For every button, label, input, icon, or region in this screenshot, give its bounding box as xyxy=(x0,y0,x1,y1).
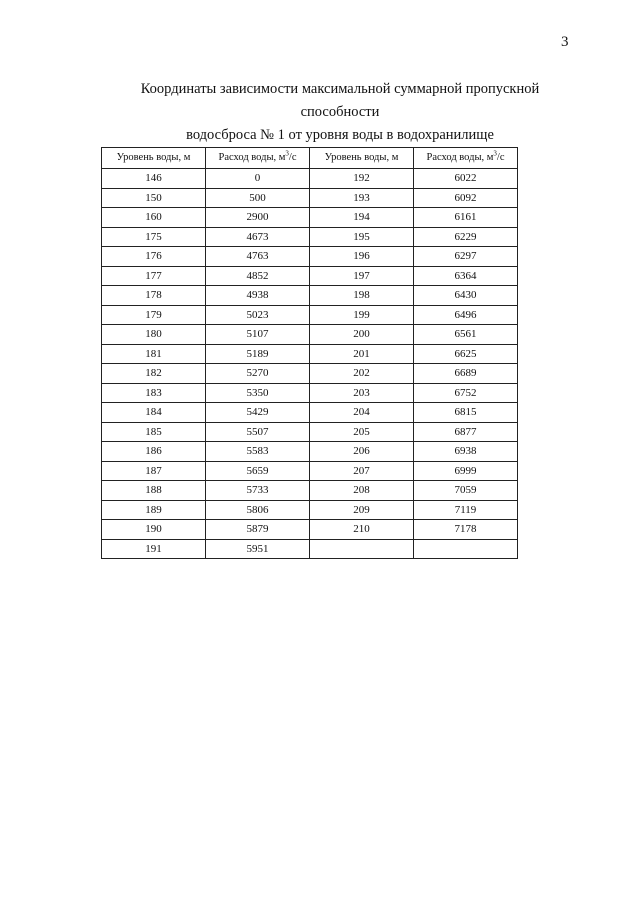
table-row xyxy=(102,461,518,481)
cell-flow-2: 6092 xyxy=(414,188,518,208)
cell-water-level-2: 199 xyxy=(310,305,414,325)
cell-water-level-2: 201 xyxy=(310,344,414,364)
cell-flow-1: 5270 xyxy=(206,364,310,384)
cell-water-level-1: 178 xyxy=(102,286,206,306)
cell-water-level-2: 198 xyxy=(310,286,414,306)
table-row xyxy=(102,364,518,384)
cell-flow-2: 6752 xyxy=(414,383,518,403)
table-row xyxy=(102,188,518,208)
header-flow-2-prefix: Расход воды, м xyxy=(426,152,494,163)
header-water-level-2: Уровень воды, м xyxy=(310,148,414,169)
cell-water-level-2: 206 xyxy=(310,442,414,462)
table-row xyxy=(102,481,518,501)
cell-water-level-2: 195 xyxy=(310,227,414,247)
cell-flow-1: 0 xyxy=(206,169,310,189)
cell-water-level-2: 193 xyxy=(310,188,414,208)
cell-water-level-2: 204 xyxy=(310,403,414,423)
cell-flow-2: 6689 xyxy=(414,364,518,384)
cell-flow-2: 6625 xyxy=(414,344,518,364)
cell-water-level-1: 185 xyxy=(102,422,206,442)
cell-flow-1: 5879 xyxy=(206,520,310,540)
cell-water-level-1: 190 xyxy=(102,520,206,540)
cell-water-level-1: 191 xyxy=(102,539,206,559)
cell-water-level-2: 197 xyxy=(310,266,414,286)
cell-flow-2: 7178 xyxy=(414,520,518,540)
cell-flow-1: 5189 xyxy=(206,344,310,364)
cell-flow-2: 6430 xyxy=(414,286,518,306)
table-row xyxy=(102,247,518,267)
cell-flow-1: 5023 xyxy=(206,305,310,325)
cell-flow-1: 5659 xyxy=(206,461,310,481)
cell-water-level-1: 183 xyxy=(102,383,206,403)
cell-flow-1: 2900 xyxy=(206,208,310,228)
table-row xyxy=(102,208,518,228)
cell-flow-1: 5583 xyxy=(206,442,310,462)
title-line-2: водосброса № 1 от уровня воды в водохранилище xyxy=(186,127,494,143)
header-flow-2 xyxy=(414,148,518,169)
cell-water-level-1: 176 xyxy=(102,247,206,267)
table-row xyxy=(102,539,518,559)
cell-water-level-2: 200 xyxy=(310,325,414,345)
table-row xyxy=(102,286,518,306)
table-row xyxy=(102,227,518,247)
cell-flow-1: 5507 xyxy=(206,422,310,442)
table-row xyxy=(102,169,518,189)
cell-flow-1: 4852 xyxy=(206,266,310,286)
cell-water-level-2: 209 xyxy=(310,500,414,520)
page-number: 3 xyxy=(561,34,569,50)
cell-water-level-1: 177 xyxy=(102,266,206,286)
cell-water-level-2 xyxy=(310,539,414,559)
cell-flow-2: 6022 xyxy=(414,169,518,189)
cell-water-level-2: 192 xyxy=(310,169,414,189)
cell-water-level-1: 189 xyxy=(102,500,206,520)
table-row xyxy=(102,500,518,520)
cell-water-level-1: 146 xyxy=(102,169,206,189)
cell-flow-2: 6938 xyxy=(414,442,518,462)
title-line-1: Координаты зависимости максимальной суммарной пропускной способности xyxy=(140,81,540,120)
header-flow-1 xyxy=(206,148,310,169)
cell-flow-2: 6877 xyxy=(414,422,518,442)
cell-water-level-2: 203 xyxy=(310,383,414,403)
table-row xyxy=(102,305,518,325)
cell-flow-2: 6161 xyxy=(414,208,518,228)
cell-water-level-1: 180 xyxy=(102,325,206,345)
cell-water-level-2: 208 xyxy=(310,481,414,501)
cell-water-level-2: 202 xyxy=(310,364,414,384)
header-flow-1-suffix: /с xyxy=(288,152,297,163)
cell-flow-2: 6561 xyxy=(414,325,518,345)
cell-flow-1: 5107 xyxy=(206,325,310,345)
header-flow-2-sup: 3 xyxy=(493,149,497,158)
cell-water-level-1: 181 xyxy=(102,344,206,364)
cell-water-level-2: 205 xyxy=(310,422,414,442)
cell-water-level-1: 160 xyxy=(102,208,206,228)
table-row xyxy=(102,422,518,442)
cell-water-level-1: 179 xyxy=(102,305,206,325)
cell-water-level-2: 194 xyxy=(310,208,414,228)
header-flow-1-sup: 3 xyxy=(285,149,289,158)
cell-water-level-2: 207 xyxy=(310,461,414,481)
cell-water-level-1: 175 xyxy=(102,227,206,247)
cell-flow-2: 7059 xyxy=(414,481,518,501)
cell-water-level-1: 186 xyxy=(102,442,206,462)
cell-flow-2: 6364 xyxy=(414,266,518,286)
header-water-level-1: Уровень воды, м xyxy=(102,148,206,169)
cell-flow-1: 5951 xyxy=(206,539,310,559)
table-row xyxy=(102,403,518,423)
cell-water-level-1: 184 xyxy=(102,403,206,423)
cell-flow-1: 4763 xyxy=(206,247,310,267)
header-flow-2-suffix: /с xyxy=(496,152,505,163)
cell-flow-1: 5733 xyxy=(206,481,310,501)
table-body xyxy=(102,169,518,559)
cell-flow-1: 4673 xyxy=(206,227,310,247)
cell-flow-2: 6229 xyxy=(414,227,518,247)
cell-flow-2: 6999 xyxy=(414,461,518,481)
cell-flow-1: 5429 xyxy=(206,403,310,423)
cell-flow-1: 4938 xyxy=(206,286,310,306)
table-header-row xyxy=(102,148,518,169)
table-row xyxy=(102,266,518,286)
cell-flow-2: 6496 xyxy=(414,305,518,325)
table-row xyxy=(102,520,518,540)
header-flow-1-prefix: Расход воды, м xyxy=(218,152,286,163)
cell-flow-2: 6815 xyxy=(414,403,518,423)
table-row xyxy=(102,383,518,403)
cell-flow-2: 7119 xyxy=(414,500,518,520)
cell-water-level-2: 196 xyxy=(310,247,414,267)
table-row xyxy=(102,442,518,462)
cell-water-level-1: 150 xyxy=(102,188,206,208)
cell-water-level-1: 182 xyxy=(102,364,206,384)
cell-water-level-1: 187 xyxy=(102,461,206,481)
cell-water-level-2: 210 xyxy=(310,520,414,540)
cell-flow-1: 5806 xyxy=(206,500,310,520)
table-row xyxy=(102,325,518,345)
cell-flow-2 xyxy=(414,539,518,559)
document-title xyxy=(100,78,580,147)
cell-flow-1: 5350 xyxy=(206,383,310,403)
cell-flow-2: 6297 xyxy=(414,247,518,267)
cell-flow-1: 500 xyxy=(206,188,310,208)
table-row xyxy=(102,344,518,364)
cell-water-level-1: 188 xyxy=(102,481,206,501)
water-level-flow-table xyxy=(101,147,518,559)
